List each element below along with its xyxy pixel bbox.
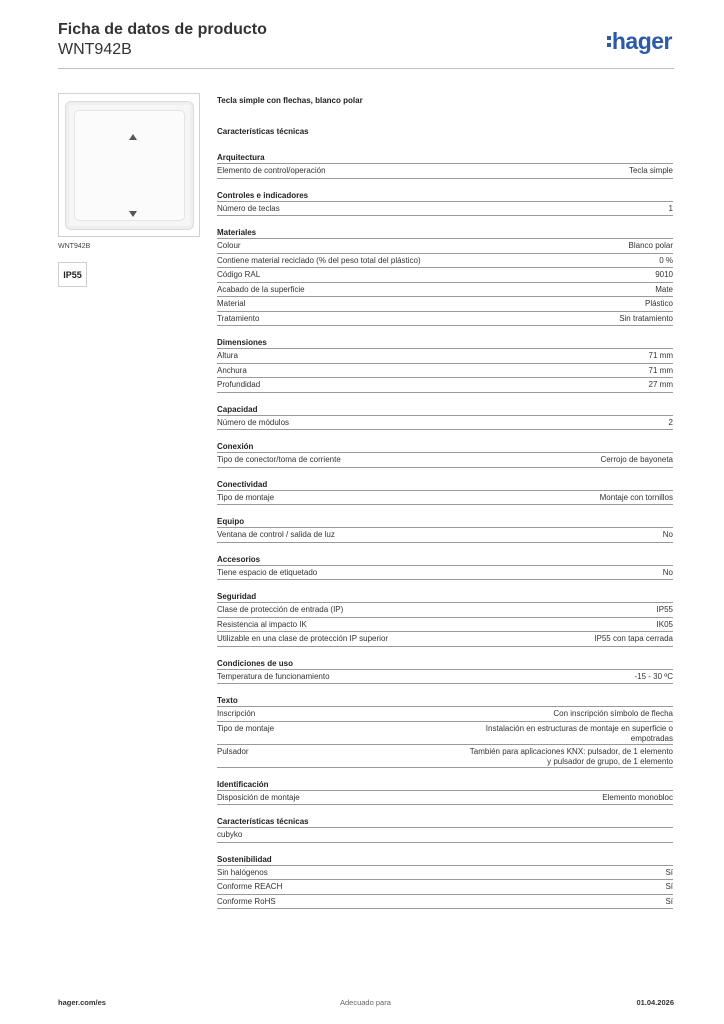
section-title: Equipo bbox=[217, 516, 673, 528]
spec-value: Blanco polar bbox=[628, 241, 673, 250]
product-name: Tecla simple con flechas, blanco polar bbox=[217, 96, 363, 105]
footer-website[interactable]: hager.com/es bbox=[58, 998, 106, 1007]
footer-date: 01.04.2026 bbox=[636, 998, 674, 1007]
ip-rating-badge: IP55 bbox=[58, 262, 87, 287]
spec-section bbox=[217, 441, 673, 468]
spec-value: 71 mm bbox=[648, 351, 673, 360]
spec-row bbox=[217, 528, 673, 543]
spec-label: Sin halógenos bbox=[217, 867, 268, 877]
arrow-up-icon bbox=[129, 134, 137, 140]
spec-row bbox=[217, 745, 673, 768]
spec-value: IP55 con tapa cerrada bbox=[594, 634, 673, 643]
spec-row bbox=[217, 707, 673, 722]
spec-label: Profundidad bbox=[217, 380, 261, 389]
spec-row bbox=[217, 866, 673, 881]
header-divider bbox=[58, 68, 674, 69]
section-title: Conectividad bbox=[217, 479, 673, 491]
section-title: Arquitectura bbox=[217, 152, 673, 164]
spec-row bbox=[217, 603, 673, 618]
section-title: Texto bbox=[217, 695, 673, 707]
hager-logo bbox=[607, 28, 672, 55]
spec-label: Acabado de la superficie bbox=[217, 284, 305, 294]
section-title: Condiciones de uso bbox=[217, 658, 673, 670]
spec-label: Número de módulos bbox=[217, 417, 290, 427]
spec-label: Material bbox=[217, 299, 246, 308]
spec-value: 71 mm bbox=[648, 365, 673, 375]
spec-value: Sí bbox=[665, 867, 673, 877]
spec-section bbox=[217, 816, 673, 843]
spec-row bbox=[217, 828, 673, 843]
section-title: Dimensiones bbox=[217, 337, 673, 349]
spec-section bbox=[217, 658, 673, 685]
spec-section bbox=[217, 190, 673, 217]
spec-section bbox=[217, 404, 673, 431]
spec-value: IK05 bbox=[656, 619, 673, 629]
spec-row bbox=[217, 378, 673, 393]
spec-label: Colour bbox=[217, 241, 241, 250]
spec-value: Cerrojo de bayoneta bbox=[600, 455, 673, 464]
page-header bbox=[58, 20, 674, 70]
spec-label: Contiene material reciclado (% del peso total del plástico) bbox=[217, 255, 421, 265]
spec-row bbox=[217, 349, 673, 364]
spec-row bbox=[217, 632, 673, 647]
product-code: WNT942B bbox=[58, 41, 132, 58]
spec-value: 9010 bbox=[655, 270, 673, 279]
spec-row bbox=[217, 880, 673, 895]
spec-row bbox=[217, 202, 673, 217]
arrow-down-icon bbox=[129, 211, 137, 217]
specifications bbox=[217, 96, 673, 920]
spec-value: Elemento monobloc bbox=[602, 792, 673, 802]
logo-dots-icon bbox=[607, 36, 611, 50]
spec-section bbox=[217, 227, 673, 326]
spec-value: Instalación en estructuras de montaje en superficie o empotradas bbox=[485, 723, 673, 743]
spec-label: Conforme RoHS bbox=[217, 896, 276, 906]
technical-characteristics-heading: Características técnicas bbox=[217, 127, 309, 136]
spec-section bbox=[217, 779, 673, 806]
spec-row bbox=[217, 895, 673, 910]
document-title: Ficha de datos de producto bbox=[58, 21, 267, 38]
spec-label: Tiene espacio de etiquetado bbox=[217, 567, 318, 577]
spec-row bbox=[217, 254, 673, 269]
spec-value: También para aplicaciones KNX: pulsador, de 1 elemento y pulsador de grupo, de 1 elemento bbox=[469, 746, 673, 766]
spec-label: Ventana de control / salida de luz bbox=[217, 530, 335, 539]
spec-value: Plástico bbox=[644, 299, 673, 308]
spec-row bbox=[217, 268, 673, 283]
spec-value: 2 bbox=[668, 417, 673, 427]
spec-label: Tipo de montaje bbox=[217, 723, 275, 733]
section-title: Materiales bbox=[217, 227, 673, 239]
spec-value: Mate bbox=[655, 284, 673, 294]
spec-section bbox=[217, 516, 673, 543]
spec-label: Clase de protección de entrada (IP) bbox=[217, 605, 344, 614]
section-title: Controles e indicadores bbox=[217, 190, 673, 202]
spec-label: Pulsador bbox=[217, 746, 249, 756]
switch-plate bbox=[65, 101, 194, 230]
spec-row bbox=[217, 670, 673, 685]
spec-label: Temperatura de funcionamiento bbox=[217, 671, 330, 681]
spec-row bbox=[217, 239, 673, 254]
spec-row bbox=[217, 722, 673, 745]
spec-value: No bbox=[662, 567, 673, 577]
section-title: Accesorios bbox=[217, 554, 673, 566]
spec-value: 0 % bbox=[659, 255, 673, 265]
spec-label: Disposición de montaje bbox=[217, 792, 300, 802]
image-caption: WNT942B bbox=[58, 243, 91, 250]
spec-section bbox=[217, 854, 673, 910]
footer-suitable-for: Adecuado para bbox=[340, 998, 391, 1007]
spec-row bbox=[217, 453, 673, 468]
spec-label: cubyko bbox=[217, 830, 243, 839]
spec-row bbox=[217, 416, 673, 431]
spec-row bbox=[217, 791, 673, 806]
spec-section bbox=[217, 695, 673, 768]
spec-label: Elemento de control/operación bbox=[217, 166, 326, 175]
spec-label: Inscripción bbox=[217, 709, 256, 718]
section-title: Seguridad bbox=[217, 591, 673, 603]
spec-row bbox=[217, 618, 673, 633]
section-title: Conexión bbox=[217, 441, 673, 453]
spec-section bbox=[217, 591, 673, 647]
spec-row bbox=[217, 312, 673, 327]
spec-label: Utilizable en una clase de protección IP superior bbox=[217, 634, 389, 643]
spec-sections bbox=[217, 152, 673, 909]
spec-value: Sí bbox=[665, 882, 673, 891]
spec-value: IP55 bbox=[656, 605, 673, 614]
spec-row bbox=[217, 566, 673, 581]
section-title: Capacidad bbox=[217, 404, 673, 416]
spec-label: Resistencia al impacto IK bbox=[217, 619, 307, 629]
product-image bbox=[58, 93, 200, 237]
spec-value: Tecla simple bbox=[628, 166, 673, 175]
spec-label: Altura bbox=[217, 351, 238, 360]
spec-section bbox=[217, 152, 673, 179]
spec-label: Tipo de conector/toma de corriente bbox=[217, 455, 341, 464]
spec-value: 27 mm bbox=[648, 380, 673, 389]
spec-label: Número de teclas bbox=[217, 203, 280, 213]
spec-label: Tipo de montaje bbox=[217, 492, 275, 502]
spec-label: Anchura bbox=[217, 365, 247, 375]
spec-row bbox=[217, 164, 673, 179]
spec-row bbox=[217, 297, 673, 312]
spec-value: Montaje con tornillos bbox=[599, 492, 673, 502]
spec-section bbox=[217, 554, 673, 581]
spec-label: Código RAL bbox=[217, 270, 261, 279]
spec-section bbox=[217, 337, 673, 393]
spec-label: Conforme REACH bbox=[217, 882, 283, 891]
spec-value: -15 - 30 ºC bbox=[634, 671, 673, 681]
spec-section bbox=[217, 479, 673, 506]
spec-value: Con inscripción símbolo de flecha bbox=[553, 709, 673, 718]
section-title: Características técnicas bbox=[217, 816, 673, 828]
section-title: Sostenibilidad bbox=[217, 854, 673, 866]
spec-value: Sin tratamiento bbox=[619, 313, 673, 323]
spec-value: 1 bbox=[668, 203, 673, 213]
spec-value: Sí bbox=[665, 896, 673, 906]
spec-row bbox=[217, 364, 673, 379]
spec-row bbox=[217, 283, 673, 298]
switch-rocker bbox=[74, 110, 185, 221]
spec-label: Tratamiento bbox=[217, 313, 260, 323]
spec-row bbox=[217, 491, 673, 506]
section-title: Identificación bbox=[217, 779, 673, 791]
spec-value: No bbox=[662, 530, 673, 539]
logo-text: hager bbox=[611, 28, 672, 54]
